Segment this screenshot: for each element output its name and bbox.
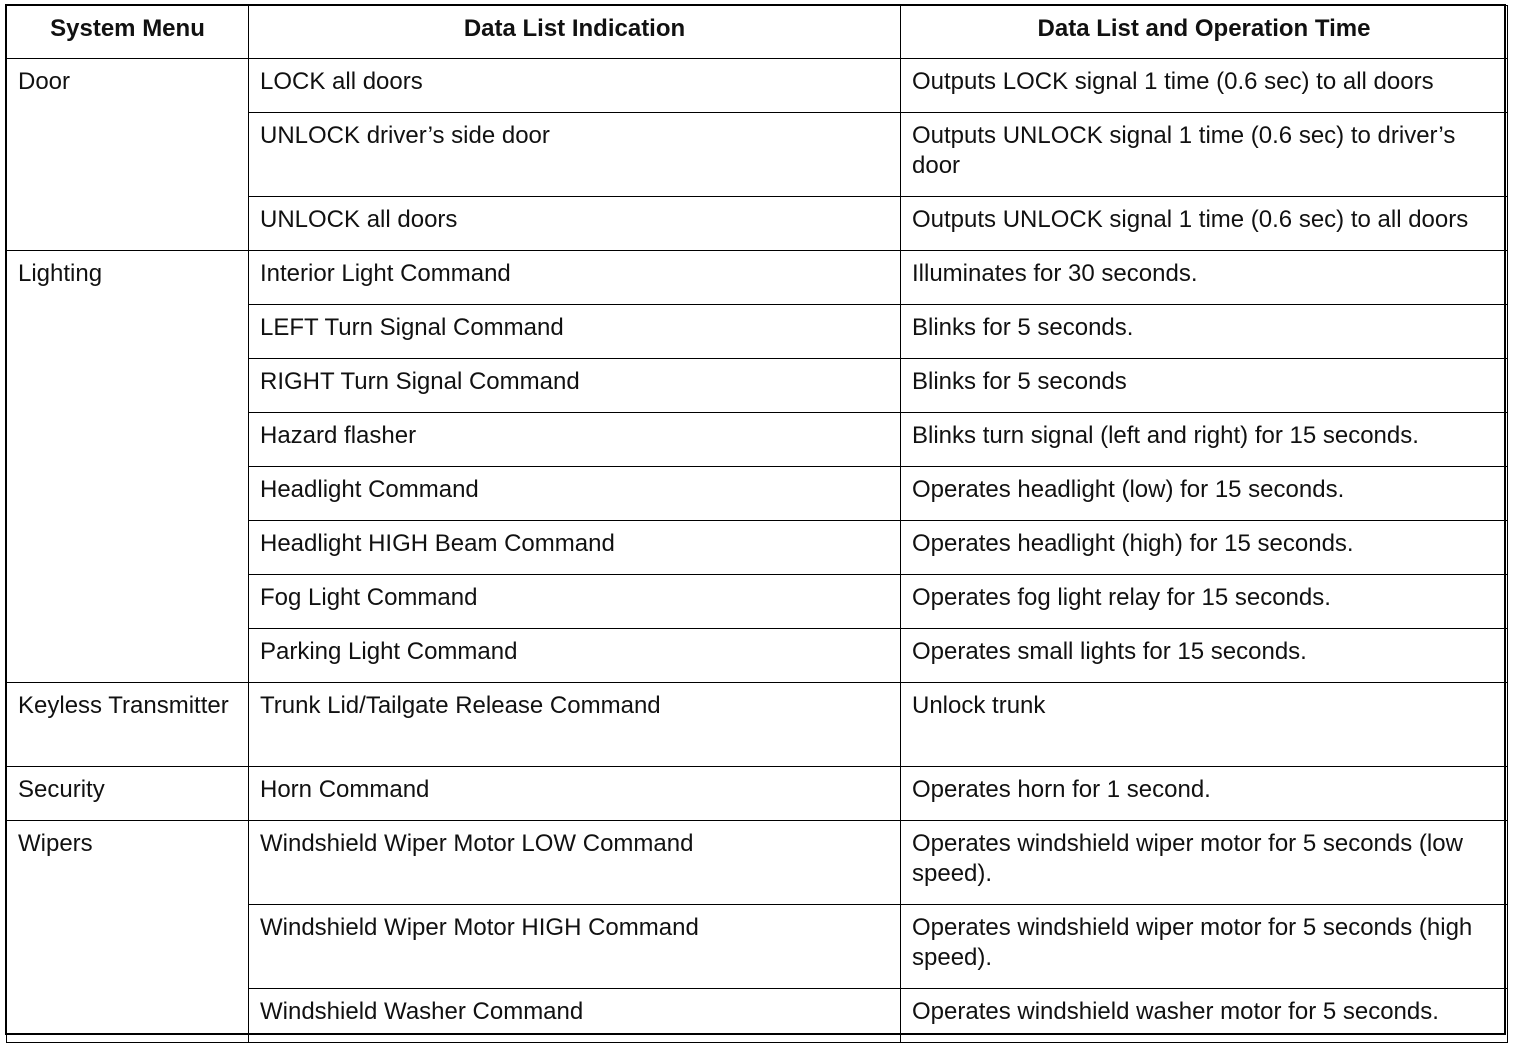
system-menu-cell: Wipers [7,821,249,1043]
operation-cell: Operates horn for 1 second. [901,767,1508,821]
indication-cell: UNLOCK all doors [249,197,901,251]
operation-cell: Operates windshield wiper motor for 5 seconds (high speed). [901,905,1508,989]
operation-cell: Operates headlight (low) for 15 seconds. [901,467,1508,521]
operation-cell: Operates windshield wiper motor for 5 seconds (low speed). [901,821,1508,905]
operation-cell: Operates small lights for 15 seconds. [901,629,1508,683]
table-header [7,6,1508,59]
indication-cell: Windshield Wiper Motor HIGH Command [249,905,901,989]
operation-cell: Outputs LOCK signal 1 time (0.6 sec) to all doors [901,59,1508,113]
operation-cell: Blinks for 5 seconds [901,359,1508,413]
indication-cell: UNLOCK driver’s side door [249,113,901,197]
operation-cell: Operates headlight (high) for 15 seconds. [901,521,1508,575]
header-system-menu: System Menu [7,6,249,59]
indication-cell: Windshield Wiper Motor LOW Command [249,821,901,905]
header-row [7,6,1508,59]
operation-cell: Blinks turn signal (left and right) for 15 seconds. [901,413,1508,467]
operation-cell: Operates windshield washer motor for 5 seconds. [901,989,1508,1043]
indication-cell: LEFT Turn Signal Command [249,305,901,359]
indication-cell: Parking Light Command [249,629,901,683]
table-row [7,821,1508,905]
indication-cell: Windshield Washer Command [249,989,901,1043]
system-menu-cell: Security [7,767,249,821]
header-data-list-indication: Data List Indication [249,6,901,59]
table-row [7,59,1508,113]
table-body [7,59,1508,1043]
table-row [7,767,1508,821]
operation-cell: Operates fog light relay for 15 seconds. [901,575,1508,629]
system-menu-cell: Keyless Transmitter [7,683,249,767]
indication-cell: Hazard flasher [249,413,901,467]
table-row [7,683,1508,767]
operation-cell: Blinks for 5 seconds. [901,305,1508,359]
header-data-list-operation-time: Data List and Operation Time [901,6,1508,59]
indication-cell: Interior Light Command [249,251,901,305]
indication-cell: Headlight HIGH Beam Command [249,521,901,575]
indication-cell: Fog Light Command [249,575,901,629]
data-list-table [6,5,1508,1043]
indication-cell: Headlight Command [249,467,901,521]
indication-cell: Horn Command [249,767,901,821]
table-row [7,251,1508,305]
operation-cell: Unlock trunk [901,683,1508,767]
system-menu-cell: Door [7,59,249,251]
indication-cell: RIGHT Turn Signal Command [249,359,901,413]
operation-cell: Outputs UNLOCK signal 1 time (0.6 sec) to all doors [901,197,1508,251]
indication-cell: LOCK all doors [249,59,901,113]
operation-cell: Illuminates for 30 seconds. [901,251,1508,305]
indication-cell: Trunk Lid/Tailgate Release Command [249,683,901,767]
operation-cell: Outputs UNLOCK signal 1 time (0.6 sec) to driver’s door [901,113,1508,197]
system-menu-cell: Lighting [7,251,249,683]
